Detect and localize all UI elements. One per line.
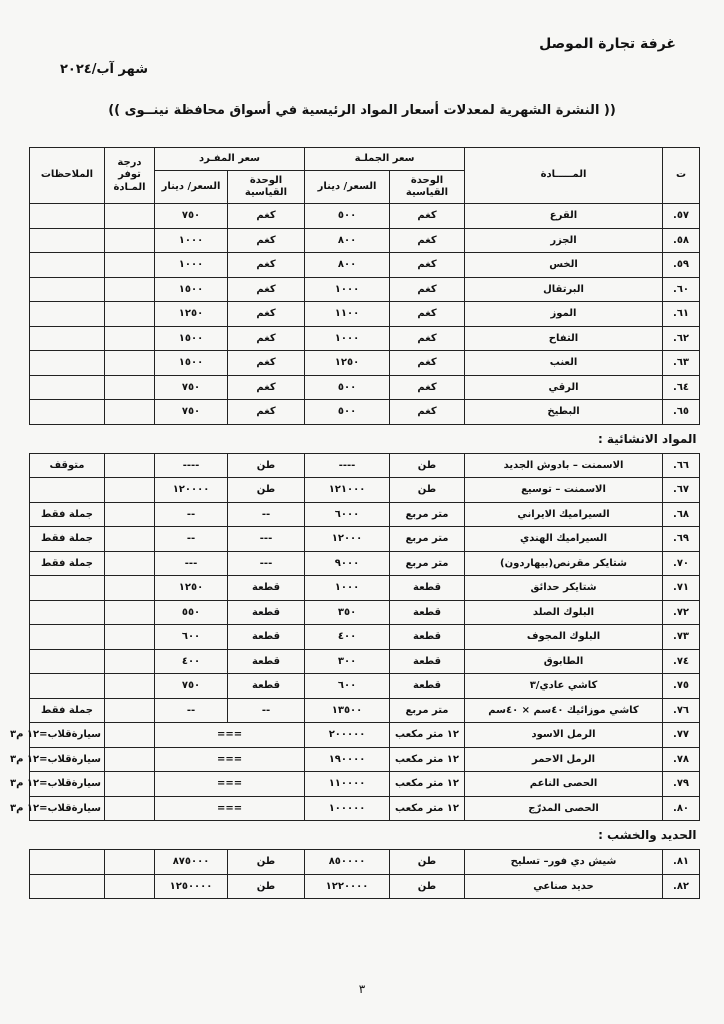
material-name: حديد صناعي xyxy=(465,874,663,899)
wholesale-price: ٦٠٠ xyxy=(305,674,390,699)
table-row xyxy=(30,375,700,400)
material-name: الحصى المدرّج xyxy=(465,796,663,821)
availability xyxy=(105,527,155,552)
availability xyxy=(105,228,155,253)
availability xyxy=(105,551,155,576)
row-number: ٧٦. xyxy=(663,698,700,723)
col-availability: درجة توفر المـادة xyxy=(105,148,155,204)
table-row xyxy=(30,302,700,327)
row-number: ٧٨. xyxy=(663,747,700,772)
retail-unit: كغم xyxy=(228,277,305,302)
notes xyxy=(30,277,105,302)
retail-unit: كغم xyxy=(228,375,305,400)
table-row xyxy=(30,698,700,723)
material-name: الموز xyxy=(465,302,663,327)
material-name: الرقي xyxy=(465,375,663,400)
wholesale-unit: متر مربع xyxy=(390,698,465,723)
retail-price: ١٢٥٠ xyxy=(155,576,228,601)
wholesale-price: ١١٠٠ xyxy=(305,302,390,327)
retail-price: ٧٥٠ xyxy=(155,400,228,425)
table-row xyxy=(30,772,700,797)
availability xyxy=(105,649,155,674)
availability xyxy=(105,351,155,376)
material-name: البلوك الصلد xyxy=(465,600,663,625)
row-number: ٧٢. xyxy=(663,600,700,625)
table-row xyxy=(30,277,700,302)
material-name: الرمل الاسود xyxy=(465,723,663,748)
col-wholesale-unit: الوحدة القياسية xyxy=(390,171,465,204)
retail-price: ٧٥٠ xyxy=(155,674,228,699)
wholesale-unit: طن xyxy=(390,478,465,503)
availability xyxy=(105,698,155,723)
availability xyxy=(105,723,155,748)
row-number: ٦٤. xyxy=(663,375,700,400)
row-number: ٨١. xyxy=(663,850,700,875)
section-title: المواد الانشائية : xyxy=(30,424,700,453)
retail-unit: قطعة xyxy=(228,576,305,601)
wholesale-unit: ١٢ متر مكعب xyxy=(390,796,465,821)
bulletin-month: شهر آب/٢٠٢٤ xyxy=(60,62,148,77)
wholesale-unit: قطعة xyxy=(390,625,465,650)
material-name: شتايكر مقرنص(بيهاردون) xyxy=(465,551,663,576)
table-row xyxy=(30,747,700,772)
wholesale-price: ٦٠٠٠ xyxy=(305,502,390,527)
retail-price: -- xyxy=(155,698,228,723)
wholesale-price: ٨٠٠ xyxy=(305,253,390,278)
material-name: شيش دي فور– تسليح xyxy=(465,850,663,875)
retail-unit: كغم xyxy=(228,253,305,278)
table-row xyxy=(30,453,700,478)
availability xyxy=(105,302,155,327)
table-row xyxy=(30,723,700,748)
notes xyxy=(30,649,105,674)
table-row xyxy=(30,649,700,674)
wholesale-price: ١١٠٠٠٠ xyxy=(305,772,390,797)
price-table xyxy=(9,147,700,899)
notes: سيارةقلاب=١٢ م٣ xyxy=(30,772,105,797)
notes xyxy=(30,576,105,601)
table-row xyxy=(30,600,700,625)
material-name: السيراميك الهندي xyxy=(465,527,663,552)
wholesale-price: ٤٠٠ xyxy=(305,625,390,650)
notes: جملة فقط xyxy=(30,527,105,552)
material-name: كاشي عادي/٣ xyxy=(465,674,663,699)
retail-unit: --- xyxy=(228,527,305,552)
wholesale-price: ---- xyxy=(305,453,390,478)
wholesale-unit: طن xyxy=(390,850,465,875)
notes xyxy=(30,400,105,425)
wholesale-price: ١٢٠٠٠ xyxy=(305,527,390,552)
availability xyxy=(105,277,155,302)
wholesale-price: ٥٠٠ xyxy=(305,400,390,425)
retail-unit: كغم xyxy=(228,302,305,327)
wholesale-price: ١٠٠٠ xyxy=(305,277,390,302)
wholesale-price: ١٠٠٠٠٠ xyxy=(305,796,390,821)
wholesale-price: ١٢٥٠ xyxy=(305,351,390,376)
retail-price: --- xyxy=(155,551,228,576)
wholesale-unit: قطعة xyxy=(390,576,465,601)
retail-price: ---- xyxy=(155,453,228,478)
notes: جملة فقط xyxy=(30,551,105,576)
retail-unit: طن xyxy=(228,874,305,899)
material-name: الجزر xyxy=(465,228,663,253)
material-name: كاشي موزائيك ٤٠سم × ٤٠سم xyxy=(465,698,663,723)
retail-price: ١٢٠٠٠٠ xyxy=(155,478,228,503)
material-name: التفاح xyxy=(465,326,663,351)
table-row xyxy=(30,228,700,253)
retail-unit: قطعة xyxy=(228,625,305,650)
col-retail: سعر المفـرد xyxy=(155,148,305,171)
wholesale-unit: كغم xyxy=(390,326,465,351)
wholesale-unit: كغم xyxy=(390,204,465,229)
availability xyxy=(105,600,155,625)
wholesale-price: ١٢١٠٠٠ xyxy=(305,478,390,503)
section-header xyxy=(30,424,700,453)
availability xyxy=(105,796,155,821)
wholesale-unit: قطعة xyxy=(390,649,465,674)
wholesale-unit: كغم xyxy=(390,228,465,253)
notes: سيارةقلاب=١٢ م٣ xyxy=(30,747,105,772)
wholesale-price: ٣٥٠ xyxy=(305,600,390,625)
table-row xyxy=(30,796,700,821)
retail-na: === xyxy=(155,772,305,797)
material-name: العنب xyxy=(465,351,663,376)
wholesale-unit: كغم xyxy=(390,375,465,400)
table-row xyxy=(30,253,700,278)
section-header xyxy=(30,821,700,850)
retail-price: ١٠٠٠ xyxy=(155,253,228,278)
retail-unit: قطعة xyxy=(228,649,305,674)
wholesale-unit: كغم xyxy=(390,400,465,425)
notes xyxy=(30,600,105,625)
col-material: المـــــادة xyxy=(465,148,663,204)
row-number: ٧٠. xyxy=(663,551,700,576)
wholesale-unit: طن xyxy=(390,453,465,478)
table-row xyxy=(30,625,700,650)
notes: جملة فقط xyxy=(30,502,105,527)
row-number: ٨٢. xyxy=(663,874,700,899)
material-name: القرع xyxy=(465,204,663,229)
retail-price: ٧٥٠ xyxy=(155,375,228,400)
wholesale-unit: قطعة xyxy=(390,674,465,699)
retail-unit: طن xyxy=(228,850,305,875)
availability xyxy=(105,502,155,527)
row-number: ٨٠. xyxy=(663,796,700,821)
row-number: ٦٨. xyxy=(663,502,700,527)
wholesale-price: ١٣٥٠٠ xyxy=(305,698,390,723)
wholesale-price: ٥٠٠ xyxy=(305,204,390,229)
availability xyxy=(105,453,155,478)
table-row xyxy=(30,551,700,576)
notes xyxy=(30,850,105,875)
notes xyxy=(30,302,105,327)
material-name: الحصى الناعم xyxy=(465,772,663,797)
wholesale-price: ٩٠٠٠ xyxy=(305,551,390,576)
wholesale-unit: كغم xyxy=(390,253,465,278)
row-number: ٧٧. xyxy=(663,723,700,748)
table-row xyxy=(30,204,700,229)
retail-unit: طن xyxy=(228,453,305,478)
availability xyxy=(105,204,155,229)
availability xyxy=(105,850,155,875)
table-row xyxy=(30,850,700,875)
bulletin-title: (( النشرة الشهرية لمعدلات أسعار المواد الرئيسية في أسواق محافظة نينــوى )) xyxy=(108,103,616,118)
notes xyxy=(30,253,105,278)
notes xyxy=(30,204,105,229)
col-wholesale-price: السعر/ دينار xyxy=(305,171,390,204)
retail-na: === xyxy=(155,796,305,821)
notes: سيارةقلاب=١٢ م٣ xyxy=(30,796,105,821)
wholesale-price: ١٠٠٠ xyxy=(305,326,390,351)
material-name: البلوك المجوف xyxy=(465,625,663,650)
row-number: ٧١. xyxy=(663,576,700,601)
wholesale-price: ١٩٠٠٠٠ xyxy=(305,747,390,772)
notes xyxy=(30,228,105,253)
material-name: الرمل الاحمر xyxy=(465,747,663,772)
retail-price: ٧٥٠ xyxy=(155,204,228,229)
wholesale-price: ١٢٢٠٠٠٠ xyxy=(305,874,390,899)
retail-price: -- xyxy=(155,502,228,527)
col-wholesale: سعر الجملـة xyxy=(305,148,465,171)
row-number: ٧٤. xyxy=(663,649,700,674)
availability xyxy=(105,375,155,400)
wholesale-unit: متر مربع xyxy=(390,551,465,576)
wholesale-price: ٢٠٠٠٠٠ xyxy=(305,723,390,748)
material-name: شتايكر حدائق xyxy=(465,576,663,601)
notes xyxy=(30,351,105,376)
row-number: ٦٢. xyxy=(663,326,700,351)
availability xyxy=(105,326,155,351)
table-body xyxy=(9,204,700,899)
notes xyxy=(30,874,105,899)
wholesale-price: ٣٠٠ xyxy=(305,649,390,674)
table-row xyxy=(30,874,700,899)
row-number: ٦٣. xyxy=(663,351,700,376)
notes xyxy=(30,478,105,503)
retail-price: ٨٧٥٠٠٠ xyxy=(155,850,228,875)
retail-price: ٤٠٠ xyxy=(155,649,228,674)
table-row xyxy=(30,351,700,376)
notes: سيارةقلاب=١٢ م٣ xyxy=(30,723,105,748)
wholesale-unit: قطعة xyxy=(390,600,465,625)
table-row xyxy=(30,400,700,425)
retail-unit: طن xyxy=(228,478,305,503)
notes xyxy=(30,326,105,351)
table-row xyxy=(30,674,700,699)
retail-price: ١٢٥٠٠٠٠ xyxy=(155,874,228,899)
table-row xyxy=(30,326,700,351)
table-row xyxy=(30,478,700,503)
availability xyxy=(105,747,155,772)
col-retail-unit: الوحدة القياسية xyxy=(228,171,305,204)
page-number: ٣ xyxy=(358,982,366,996)
retail-price: ٦٠٠ xyxy=(155,625,228,650)
availability xyxy=(105,674,155,699)
material-name: البطيخ xyxy=(465,400,663,425)
retail-price: ١٥٠٠ xyxy=(155,351,228,376)
row-number: ٦٩. xyxy=(663,527,700,552)
notes xyxy=(30,674,105,699)
availability xyxy=(105,625,155,650)
row-number: ٦٦. xyxy=(663,453,700,478)
retail-unit: كغم xyxy=(228,400,305,425)
wholesale-unit: متر مربع xyxy=(390,527,465,552)
col-retail-price: السعر/ دينار xyxy=(155,171,228,204)
wholesale-price: ٨٥٠٠٠٠ xyxy=(305,850,390,875)
wholesale-unit: ١٢ متر مكعب xyxy=(390,723,465,748)
table-row xyxy=(30,576,700,601)
org-name: غرفة تجارة الموصل xyxy=(539,36,676,52)
row-number: ٦٧. xyxy=(663,478,700,503)
material-name: الطابوق xyxy=(465,649,663,674)
material-name: الاسمنت – توسيع xyxy=(465,478,663,503)
material-name: الخس xyxy=(465,253,663,278)
col-no: ت xyxy=(663,148,700,204)
material-name: الاسمنت – بادوش الجديد xyxy=(465,453,663,478)
section-title: الحديد والخشب : xyxy=(30,821,700,850)
notes xyxy=(30,625,105,650)
material-name: السيراميك الايراني xyxy=(465,502,663,527)
wholesale-unit: كغم xyxy=(390,302,465,327)
wholesale-price: ١٠٠٠ xyxy=(305,576,390,601)
row-number: ٥٧. xyxy=(663,204,700,229)
wholesale-unit: طن xyxy=(390,874,465,899)
row-number: ٧٩. xyxy=(663,772,700,797)
wholesale-price: ٥٠٠ xyxy=(305,375,390,400)
retail-unit: -- xyxy=(228,698,305,723)
wholesale-unit: كغم xyxy=(390,351,465,376)
retail-price: ١٠٠٠ xyxy=(155,228,228,253)
retail-unit: -- xyxy=(228,502,305,527)
wholesale-unit: كغم xyxy=(390,277,465,302)
availability xyxy=(105,478,155,503)
retail-na: === xyxy=(155,723,305,748)
retail-unit: كغم xyxy=(228,204,305,229)
row-number: ٧٣. xyxy=(663,625,700,650)
availability xyxy=(105,874,155,899)
row-number: ٧٥. xyxy=(663,674,700,699)
wholesale-unit: ١٢ متر مكعب xyxy=(390,772,465,797)
retail-na: === xyxy=(155,747,305,772)
row-number: ٦١. xyxy=(663,302,700,327)
material-name: البرتقال xyxy=(465,277,663,302)
row-number: ٦٥. xyxy=(663,400,700,425)
availability xyxy=(105,400,155,425)
retail-unit: كغم xyxy=(228,228,305,253)
retail-price: ١٥٠٠ xyxy=(155,277,228,302)
row-number: ٦٠. xyxy=(663,277,700,302)
notes xyxy=(30,375,105,400)
availability xyxy=(105,772,155,797)
wholesale-price: ٨٠٠ xyxy=(305,228,390,253)
row-number: ٥٩. xyxy=(663,253,700,278)
wholesale-unit: متر مربع xyxy=(390,502,465,527)
retail-price: ١٢٥٠ xyxy=(155,302,228,327)
retail-unit: كغم xyxy=(228,351,305,376)
retail-price: ١٥٠٠ xyxy=(155,326,228,351)
notes: متوقف xyxy=(30,453,105,478)
col-notes: الملاحظات xyxy=(30,148,105,204)
wholesale-unit: ١٢ متر مكعب xyxy=(390,747,465,772)
notes: جملة فقط xyxy=(30,698,105,723)
retail-unit: قطعة xyxy=(228,600,305,625)
retail-price: ٥٥٠ xyxy=(155,600,228,625)
row-number: ٥٨. xyxy=(663,228,700,253)
retail-price: -- xyxy=(155,527,228,552)
table-row xyxy=(30,527,700,552)
table-row xyxy=(30,502,700,527)
availability xyxy=(105,253,155,278)
availability xyxy=(105,576,155,601)
retail-unit: كغم xyxy=(228,326,305,351)
retail-unit: --- xyxy=(228,551,305,576)
retail-unit: قطعة xyxy=(228,674,305,699)
